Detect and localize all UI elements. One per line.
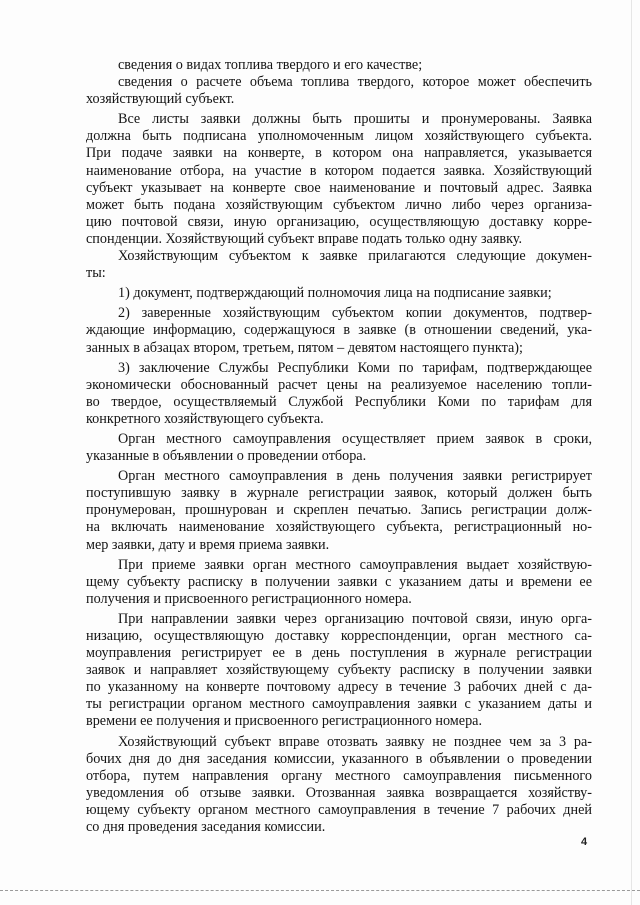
text-line: сведения о расчете объема топлива твердого, которое может обеспечить [118,74,592,91]
text-line: отбора, путем направления органу местного самоуправления письменного [86,767,592,784]
text-line: При приеме заявки орган местного самоуправления выдает хозяйствую- [118,556,592,573]
text-line: получения и присвоенного регистрационного номера. [86,590,412,607]
text-line: 3) заключение Службы Республики Коми по тарифам, подтверждающее [118,359,592,376]
text-line: заявок и направляет хозяйствующему субъекту расписку в получении заявки [86,662,592,679]
text-line: мер заявки, дату и время приема заявки. [86,536,330,553]
text-line: низацию, осуществляющую доставку корреспонденции, орган местного са- [86,628,592,644]
text-line: щему субъекту расписку в получении заявки с указанием даты и времени ее [86,573,592,590]
text-line: может быть подана хозяйствующим субъектом лично либо через организа- [86,196,592,213]
text-line: поступившую заявку в журнале регистрации заявок, который должен быть [86,485,592,502]
text-line: должна быть подписана уполномоченным лицом хозяйствующего субъекта. [86,128,592,145]
text-line: со дня проведения заседания комиссии. [86,819,326,836]
text-line: во твердое, осуществляемый Службой Республики Коми по тарифам для [86,393,592,410]
text-line: ждающие информацию, содержащуюся в заявке (в отношении сведений, ука- [86,322,592,339]
text-line: занных в абзацах втором, третьем, пятом – девятом настоящего пункта); [86,339,523,356]
text-line: хозяйствующий субъект. [86,91,235,108]
text-line: Орган местного самоуправления в день получения заявки регистрирует [118,468,592,485]
text-line: ющему субъекту органом местного самоуправления в течение 7 рабочих дней [86,801,592,818]
text-line: цию почтовой связи, иную организацию, осуществляющую доставку корре- [86,213,592,230]
text-line: пронумерован, прошнурован и скреплен печатью. Запись регистрации долж- [86,502,592,519]
document-body [86,57,592,836]
text-line: ты: [86,265,106,282]
text-line: экономически обоснованный расчет цены на реализуемое населению топли- [86,376,592,393]
text-line: Хозяйствующим субъектом к заявке прилагаются следующие докумен- [118,248,592,265]
text-line: сведения о видах топлива твердого и его качестве; [118,57,423,73]
text-line: спонденции. Хозяйствующий субъект вправе подать только одну заявку. [86,230,522,247]
text-line: 1) документ, подтверждающий полномочия лица на подписание заявки; [118,285,552,302]
text-line: Все листы заявки должны быть прошиты и пронумерованы. Заявка [118,111,592,128]
text-line: Орган местного самоуправления осуществляет прием заявок в сроки, [118,430,592,447]
text-line: бочих дня до дня заседания комиссии, указанного в объявлении о проведении [86,750,592,767]
scan-edge-line [0,890,640,891]
text-line: ты регистрации органом местного самоуправления заявки с указанием даты и [86,696,592,713]
text-line: наименование отбора, на участие в котором подается заявка. Хозяйствующий [86,162,592,179]
text-line: 2) заверенные хозяйствующим субъектом копии документов, подтвер- [118,305,592,322]
scan-edge-shadow [631,0,632,905]
text-line: субъект указывает на конверте свое наименование и почтовый адрес. Заявка [86,179,592,196]
text-line: При подаче заявки на конверте, в котором она направляется, указывается [86,145,592,162]
text-line: конкретного хозяйствующего субъекта. [86,410,324,427]
text-line: по указанному на конверте почтовому адресу в течение 3 рабочих дней с да- [86,679,592,696]
page-number: 4 [581,836,588,848]
text-line: уведомления об отзыве заявки. Отозванная заявка возвращается хозяйству- [86,784,592,801]
text-line: моуправления регистрирует ее в день поступления в журнале регистрации [86,645,592,662]
text-line: времени ее получения и присвоенного регистрационного номера. [86,713,483,730]
text-line: Хозяйствующий субъект вправе отозвать заявку не позднее чем за 3 ра- [118,733,592,750]
text-line: на включать наименование хозяйствующего субъекта, регистрационный но- [86,519,592,536]
text-line: При направлении заявки через организацию почтовой связи, иную орга- [118,610,592,627]
text-line: указанные в объявлении о проведении отбора. [86,448,367,465]
